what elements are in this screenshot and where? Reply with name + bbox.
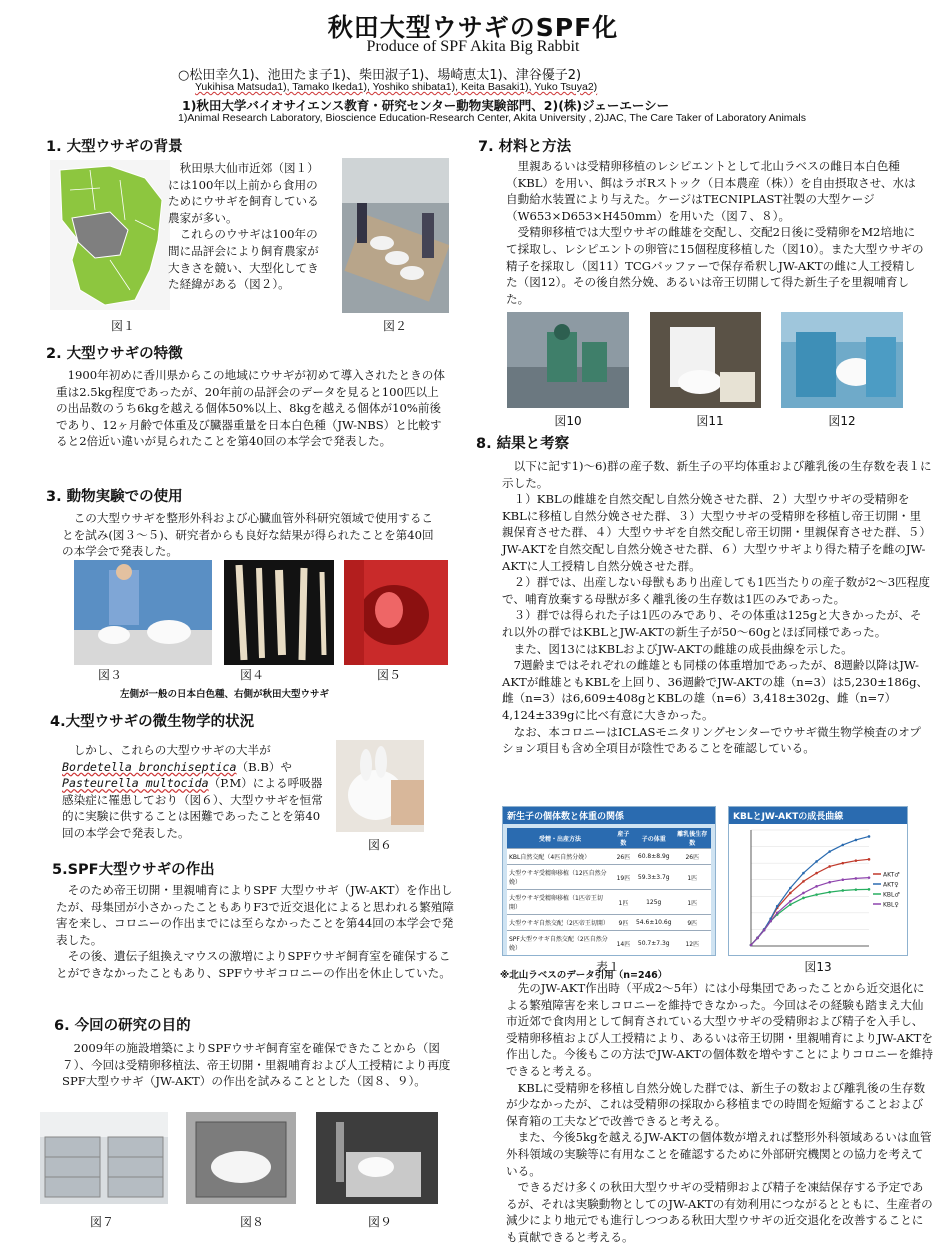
section-5-heading: 5.SPF大型ウサギの作出: [52, 862, 215, 878]
section-8-heading: 8. 結果と考察: [476, 436, 570, 452]
s8-paragraph: また、図13にはKBLおよびJW-AKTの雌雄の成長曲線を示した。: [513, 641, 853, 656]
s4-text-a: しかし、これらの大型ウサギの大半が: [73, 743, 271, 757]
table-1: [502, 806, 716, 956]
table-1-grid: [507, 828, 711, 956]
data-point: [776, 905, 779, 908]
table-cell: 大型ウサギ受精卵移植（12匹自然分娩）: [507, 865, 613, 890]
s6-paragraph: 2009年の施設増築によりSPFウサギ飼育室を確保できたことから（図７）、今回は受精卵移植法、帝王切開・里親哺育および人工授精により再度SPF大型ウサギ（JW-AKT）の作出を試みることとした（図８、９）。: [62, 1041, 451, 1089]
data-point: [841, 878, 844, 881]
organism-pasteurella: Pasteurella multocida: [62, 776, 209, 791]
affiliation-jp: 1)秋田大学バイオサイエンス教育・研究センター動物実験部門、2)(株)ジェーエーシー: [182, 98, 670, 113]
data-point: [828, 850, 831, 853]
data-point: [776, 912, 779, 915]
table-cell: KBL自然交配（4匹自然分娩）: [507, 849, 613, 865]
table-cell: 14匹: [613, 931, 634, 956]
figure-3-caption: 図３: [97, 668, 122, 682]
table-cell: [634, 956, 674, 957]
s8-paragraph: １）KBLの雌雄を自然交配し自然分娩させた群、２）大型ウサギの受精卵をKBLに移植し自然分娩させた群、３）大型ウサギの受精卵を移植し帝王切開・里親保育させた群、４）大型ウサギを自然交配し帝王切開・里親保育させた群、５）JW-AKTを自然交配し自然分娩させた群、６）大型ウサギより得た精子を雌のJW-AKTに人工授精し自然分娩させた群。: [502, 492, 931, 573]
series-line: [751, 859, 869, 945]
table-cell: 125g: [634, 890, 674, 915]
figure-11-photo: [650, 312, 761, 408]
data-point: [815, 885, 818, 888]
table-cell: [507, 956, 613, 957]
s8-paragraph: なお、本コロニーはICLASモニタリングセンターでウサギ微生物学検査のオプション項目も含め全項目が陰性であることを確認している。: [502, 724, 922, 756]
legend-label: KBL♂: [883, 891, 900, 899]
figure-10-caption: 図10: [554, 414, 582, 428]
table-header-cell: 子の体重: [634, 828, 674, 849]
section-6-heading: 6. 今回の研究の目的: [54, 1018, 191, 1034]
s8-paragraph: KBLに受精卵を移植し自然分娩した群では、新生子の数および離乳後の生存数が少なかったが、これは受精卵の採取から移植までの時間を短縮することおよび保育箱の工夫などで改善できると考える。: [506, 1080, 926, 1128]
section-5-text: [56, 882, 456, 982]
data-point: [802, 872, 805, 875]
data-point: [815, 893, 818, 896]
figure-10-photo: [507, 312, 629, 408]
table-cell: 9匹: [613, 915, 634, 931]
table-cell: 50.7±7.3g: [634, 931, 674, 956]
data-point: [855, 839, 858, 842]
figure-7-photo: [40, 1112, 168, 1204]
s4-text-b: （P.M）による呼吸器感染症に罹患しており（図６）、大型ウサギを恒常的に実験に供することは困難であったことを第40回の本学会で発表した。: [62, 776, 323, 840]
s5-paragraph: そのため帝王切開・里親哺育によりSPF 大型ウサギ（JW-AKT）を作出したが、母集団が小さかったこともありF3で近交退化によると思われる繁殖障害を来し、コロニーの作出までには至らなかったことを第44回の本学会で発表した。: [56, 883, 455, 947]
s8-paragraph: できるだけ多くの秋田大型ウサギの受精卵および精子を凍結保存する予定であるが、それは実験動物としてのJW-AKTの有効利用につながるとともに、生産者の減少により地元でも進行しつつある秋田大型ウサギの近交退化を改善することにも貢献できると考える。: [506, 1180, 933, 1244]
table-cell: 60.8±8.9g: [634, 849, 674, 865]
section-2-heading: 2. 大型ウサギの特徴: [46, 346, 183, 362]
table-row: [507, 849, 711, 865]
section-3-text: [62, 510, 442, 560]
section-4-text: [62, 742, 324, 842]
s7-paragraph: 里親あるいは受精卵移植のレシピエントとして北山ラベスの雌日本白色種（KBL）を用い、餌はラボRストック（日本農産（株））を自由摂取させ、水は自動給水装置により与えた。ケージはTECNIPLAST社製の大型ケージ（W653×D653×H450mm）を用いた（図７、８）。: [506, 159, 916, 223]
data-point: [828, 891, 831, 894]
figure-12-caption: 図12: [828, 414, 856, 428]
section-8-text: [502, 458, 932, 757]
s4-org1-abbr: （B.B）や: [236, 759, 293, 774]
authors: ○松田幸久1)、池田たま子1)、柴田淑子1)、場崎恵太1)、津谷優子2): [178, 68, 582, 83]
figure-6-caption: 図６: [367, 838, 392, 852]
s1-paragraph: これらのウサギは100年の間に品評会により飼育農家が大きさを競い、大型化してきた経緯がある（図２）。: [168, 227, 319, 292]
poster-subtitle: Produce of SPF Akita Big Rabbit: [366, 38, 580, 55]
authors-romaji: Yukihisa Matsuda1), Tamako Ikeda1), Yoshiko shibata1), Keita Basaki1), Yuko Tsuya2): [195, 81, 598, 93]
figure-3-photo: [74, 560, 212, 665]
section-4-heading: 4.大型ウサギの微生物学的状況: [50, 714, 255, 730]
table-cell: 26匹: [674, 849, 711, 865]
figure-13-caption: 図13: [804, 960, 832, 974]
figure-5-photo: [344, 560, 448, 665]
s8-paragraph: ３）群では得られた子は1匹のみであり、その体重は125gと大きかったが、それ以外の群ではKBLとJW-AKTの新生子が50～60gとほぼ同様であった。: [502, 608, 922, 639]
data-point: [868, 835, 871, 838]
data-point: [756, 937, 759, 940]
data-point: [868, 876, 871, 879]
series-line: [751, 889, 869, 945]
table-1-note: ※北山ラベスのデータ引用（n=246）: [500, 970, 668, 981]
figure-8-caption: 図８: [239, 1215, 264, 1229]
figure-6-photo: [336, 740, 424, 832]
data-point: [828, 881, 831, 884]
s5-paragraph: その後、遺伝子組換えマウスの激増によりSPFウサギ飼育室を確保することができなかったこともあり、SPFウサギコロニーの作出を休止していた。: [56, 949, 451, 980]
figure-4-note: 左側が一般の日本白色種、右側が秋田大型ウサギ: [120, 689, 330, 700]
series-line: [751, 836, 869, 945]
table-cell: 19匹: [613, 865, 634, 890]
data-point: [789, 900, 792, 903]
data-point: [841, 862, 844, 865]
table-cell: 1匹: [613, 890, 634, 915]
table-cell: 59.3±3.7g: [634, 865, 674, 890]
table-cell: [613, 956, 634, 957]
table-cell: 1匹: [674, 890, 711, 915]
legend-label: AKT♀: [883, 881, 899, 889]
data-point: [815, 872, 818, 875]
figure-4-photo: [224, 560, 334, 665]
section-8-text-2: [506, 980, 934, 1246]
data-point: [828, 865, 831, 868]
s7-paragraph: 受精卵移植では大型ウサギの雌雄を交配し、交配2日後に受精卵をM2培地にて採取し、レシピエントの卵管に15個程度移植した（図10）。また大型ウサギの精子を採取し（図11）TCGバッファーで保存希釈しJW-AKTの雌に人工授精した（図12）。その後自然分娩、あるいは帝王切開して得た新生子を里親哺育した。: [506, 225, 924, 306]
table-cell: 大型ウサギ自然交配（2匹帝王切開）: [507, 915, 613, 931]
data-point: [815, 860, 818, 863]
table-cell: SPF大型ウサギ自然交配（2匹自然分娩）: [507, 931, 613, 956]
chart-title: KBLとJW-AKTの成長曲線: [729, 807, 907, 824]
s8-paragraph: 以下に記す1)～6)群の産子数、新生子の平均体重および離乳後の生存数を表１に示した。: [502, 459, 932, 490]
table-cell: 1匹: [674, 865, 711, 890]
table-1-caption: 表１: [595, 960, 620, 974]
figure-9-photo: [316, 1112, 438, 1204]
figure-12-photo: [781, 312, 903, 408]
table-row: [507, 890, 711, 915]
s8-paragraph: 7週齢まではそれぞれの雌雄とも同様の体重増加であったが、8週齢以降はJW-AKTが雌雄ともKBLを上回り、36週齢でJW-AKTの雄（n=3）は5,230±186g、雌（n=3）は6,609±408gとKBLの雄（n=6）3,418±302g、雌（n=7）4,124±339gに比べ有意に大きかった。: [502, 658, 929, 722]
table-header-cell: 離乳後生存数: [674, 828, 711, 849]
s1-paragraph: 秋田県大仙市近郊（図１）には100年以上前から食用のためにウサギを飼育している農家が多い。: [168, 161, 319, 225]
data-point: [855, 888, 858, 891]
figure-5-caption: 図５: [376, 668, 401, 682]
data-point: [802, 892, 805, 895]
figure-8-photo: [186, 1112, 296, 1204]
section-6-text: [62, 1040, 458, 1090]
data-point: [769, 920, 772, 923]
table-row: [507, 865, 711, 890]
s8-paragraph: 先のJW-AKT作出時（平成2～5年）には小母集団であったことから近交退化による繁殖障害を来しコロニーを維持できなかった。今回はその経験も踏まえ大仙市近郊で食肉用として飼育されている大型ウサギの受精卵および精子を入手し、受精卵移植および人工授精により、あるいは帝王切開・里親哺育によりJW-AKTを作出した。今後もこの方法でJW-AKTの個体数を増やすことによりコロニーを維持できると考える。: [506, 981, 934, 1078]
data-point: [855, 859, 858, 862]
table-row: [507, 956, 711, 957]
section-1-heading: 1. 大型ウサギの背景: [46, 139, 183, 155]
section-7-heading: 7. 材料と方法: [478, 139, 572, 155]
figure-11-caption: 図11: [696, 414, 724, 428]
figure-2-photo: [342, 158, 449, 313]
table-cell: 54.6±10.6g: [634, 915, 674, 931]
organism-bordetella: Bordetella bronchiseptica: [62, 759, 237, 774]
figure-1-map: [50, 160, 170, 310]
data-point: [789, 903, 792, 906]
table-cell: 12匹: [674, 931, 711, 956]
data-point: [868, 858, 871, 861]
data-point: [868, 888, 871, 891]
data-point: [789, 892, 792, 895]
table-1-title: 新生子の個体数と体重の関係: [503, 807, 715, 824]
s2-paragraph: 1900年初めに香川県からこの地域にウサギが初めて導入されたときの体重は2.5kg程度であったが、20年前の品評会のデータを見ると100匹以上の出品数のうち6kgを越える個体50%以上、8kgを越える個体が10%前後であり、12ヶ月齢で体重及び臓器重量を日本白色種（JW-NBS）と比較すると2倍近い違いが見られたことを第40回の本学会で発表した。: [56, 368, 445, 449]
figure-2-caption: 図２: [382, 319, 407, 333]
data-point: [789, 887, 792, 890]
data-point: [802, 880, 805, 883]
section-1-text: [168, 160, 320, 293]
table-row: [507, 931, 711, 956]
section-7-text: [506, 158, 926, 307]
legend-label: KBL♀: [883, 901, 899, 909]
legend-label: AKT♂: [883, 871, 900, 879]
data-point: [855, 877, 858, 880]
s3-paragraph: この大型ウサギを整形外科および心臓血管外科研究領域で使用することを試み(図３～５)、研究者からも良好な結果が得られたことを第40回の本学会で発表した。: [62, 511, 434, 559]
table-cell: 26匹: [613, 849, 634, 865]
figure-7-caption: 図７: [89, 1215, 114, 1229]
poster-title: 秋田大型ウサギのSPF化: [327, 13, 619, 42]
data-point: [841, 844, 844, 847]
data-point: [802, 897, 805, 900]
data-point: [841, 889, 844, 892]
s8-paragraph: また、今後5kgを越えるJW-AKTの個体数が増えれば整形外科領域あるいは血管外科領域の実験等に有用なことを確認するために外部研究機関との協力を考えている。: [506, 1130, 932, 1178]
figure-9-caption: 図９: [367, 1215, 392, 1229]
table-cell: 9匹: [674, 915, 711, 931]
figure-1-caption: 図１: [110, 319, 135, 333]
data-point: [750, 944, 753, 947]
data-point: [763, 929, 766, 932]
affiliation-en: 1)Animal Research Laboratory, Bioscience Education-Research Center, Akita University , 2)JAC, The Care Taker of Laboratory Animals: [178, 112, 806, 124]
table-header-cell: 産子数: [613, 828, 634, 849]
s8-paragraph: ２）群では、出産しない母獣もあり出産しても1匹当たりの産子数が2～3匹程度で、哺育放棄する母獣が多く離乳後の生存数は1匹のみであった。: [502, 575, 930, 606]
section-3-heading: 3. 動物実験での使用: [46, 489, 183, 505]
table-header-cell: 受精・出産方法: [507, 828, 613, 849]
table-cell: [674, 956, 711, 957]
table-row: [507, 915, 711, 931]
figure-13-chart: [728, 806, 908, 956]
figure-4-caption: 図４: [239, 668, 264, 682]
section-2-text: [56, 367, 450, 450]
series-line: [751, 878, 869, 945]
table-cell: 大型ウサギ受精卵移植（1匹帝王切開）: [507, 890, 613, 915]
